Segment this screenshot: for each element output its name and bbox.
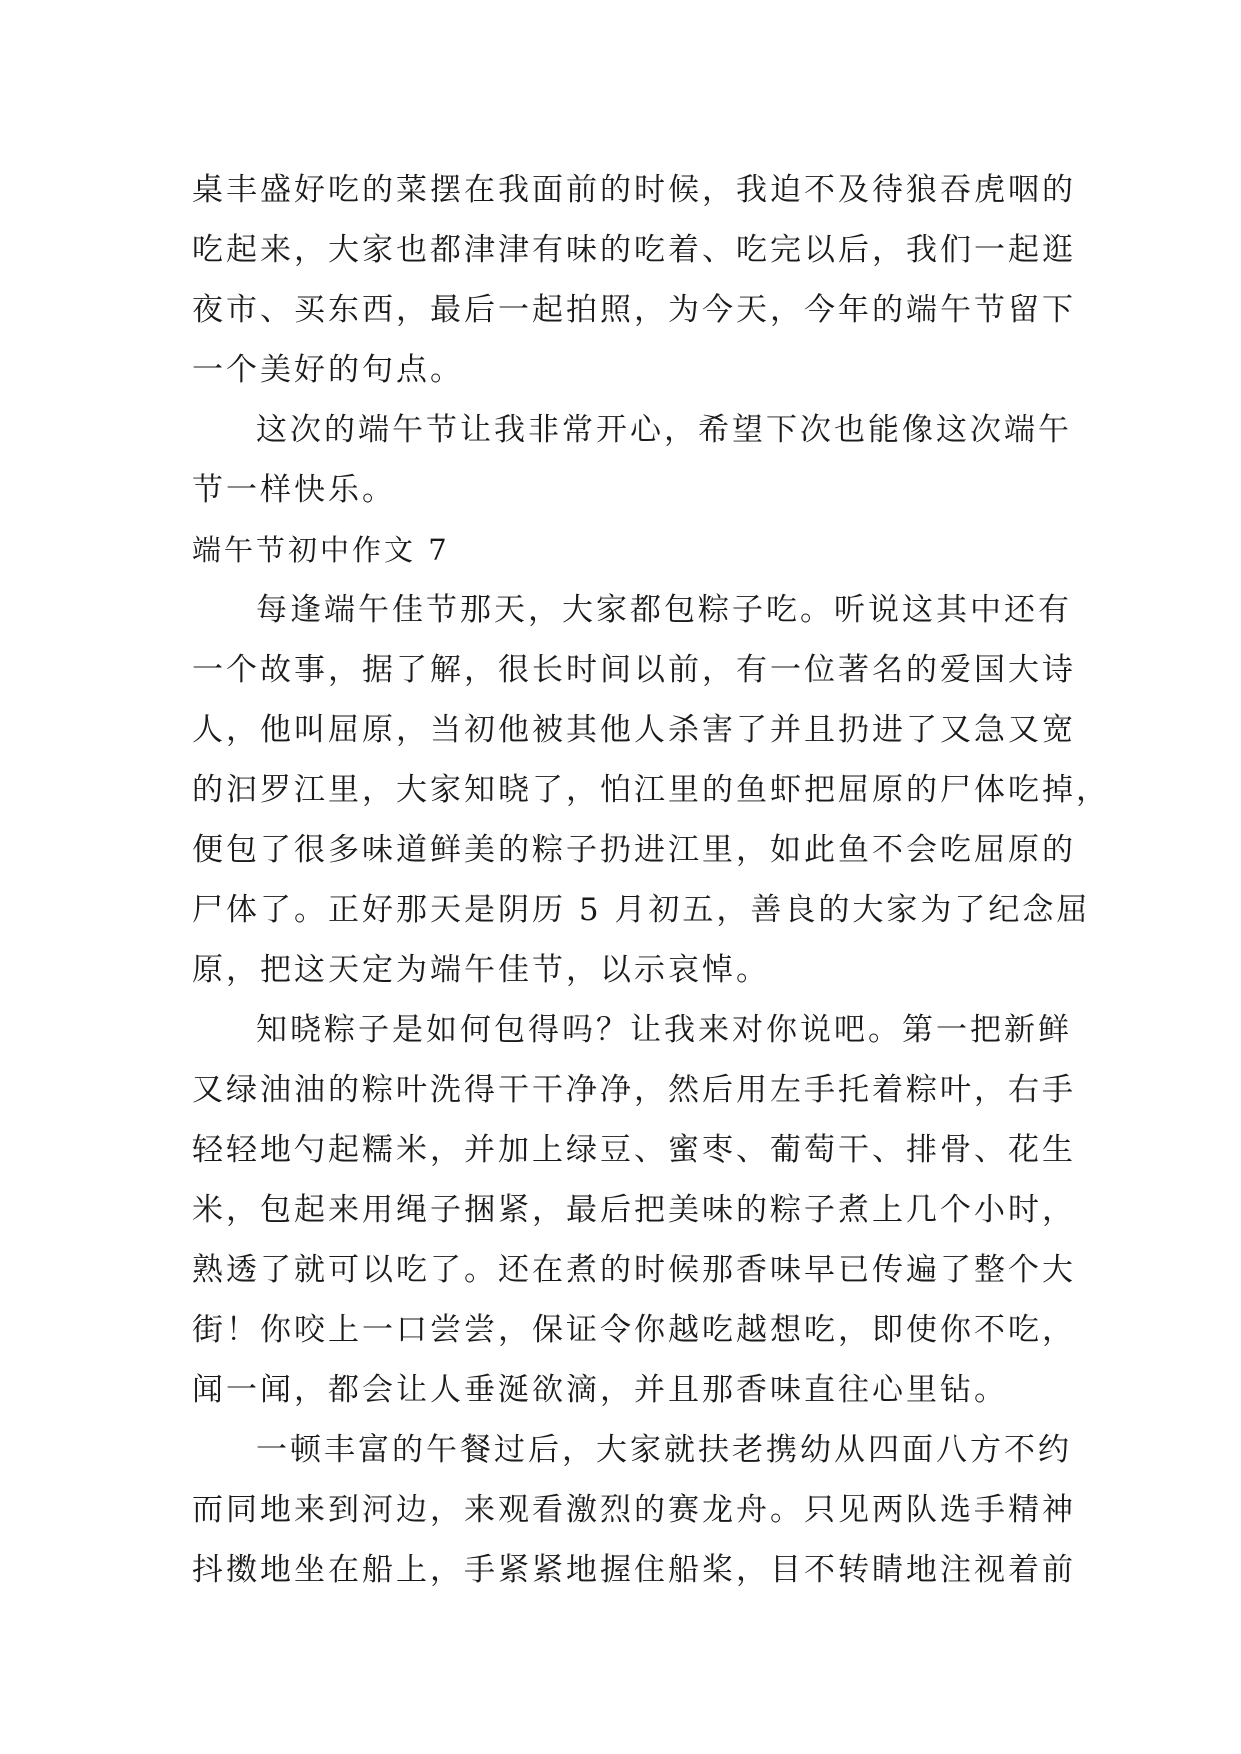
text-line: 又绿油油的粽叶洗得干干净净，然后用左手托着粽叶，右手 [192, 1072, 1076, 1108]
text-line: 原，把这天定为端午佳节，以示哀悼。 [192, 952, 770, 988]
text-line: 吃起来，大家也都津津有味的吃着、吃完以后，我们一起逛 [192, 232, 1076, 268]
text-line: 桌丰盛好吃的菜摆在我面前的时候，我迫不及待狼吞虎咽的 [192, 172, 1076, 208]
paragraph [192, 1000, 1076, 1420]
text-line: 知晓粽子是如何包得吗？让我来对你说吧。第一把新鲜 [256, 1012, 1072, 1048]
paragraph [192, 1420, 1076, 1600]
text-line: 街！你咬上一口尝尝，保证令你越吃越想吃，即使你不吃， [192, 1312, 1076, 1348]
text-line: 一顿丰富的午餐过后，大家就扶老携幼从四面八方不约 [256, 1432, 1072, 1468]
text-line: 的汩罗江里，大家知晓了，怕江里的鱼虾把屈原的尸体吃掉， [192, 772, 1110, 808]
text-line: 一个故事，据了解，很长时间以前，有一位著名的爱国大诗 [192, 652, 1076, 688]
text-line: 便包了很多味道鲜美的粽子扔进江里，如此鱼不会吃屈原的 [192, 832, 1076, 868]
text-line: 节一样快乐。 [192, 472, 396, 508]
text-line: 而同地来到河边，来观看激烈的赛龙舟。只见两队选手精神 [192, 1492, 1076, 1528]
paragraph [192, 400, 1072, 520]
text-line: 抖擞地坐在船上，手紧紧地握住船桨，目不转睛地注视着前 [192, 1552, 1076, 1588]
text-line: 一个美好的句点。 [192, 352, 464, 388]
text-line: 这次的端午节让我非常开心，希望下次也能像这次端午 [256, 412, 1072, 448]
text-line: 轻轻地勺起糯米，并加上绿豆、蜜枣、葡萄干、排骨、花生 [192, 1132, 1076, 1168]
document-body [192, 160, 1110, 1600]
text-line: 夜市、买东西，最后一起拍照，为今天，今年的端午节留下 [192, 292, 1076, 328]
section-heading: 端午节初中作文 7 [192, 533, 450, 567]
text-line: 闻一闻，都会让人垂涎欲滴，并且那香味直往心里钻。 [192, 1372, 1008, 1408]
paragraph [192, 580, 1110, 1000]
paragraph [192, 160, 1076, 400]
text-line: 米，包起来用绳子捆紧，最后把美味的粽子煮上几个小时， [192, 1192, 1076, 1228]
text-line: 人，他叫屈原，当初他被其他人杀害了并且扔进了又急又宽 [192, 712, 1076, 748]
text-line: 尸体了。正好那天是阴历 5 月初五，善良的大家为了纪念屈 [192, 892, 1091, 928]
text-line: 每逢端午佳节那天，大家都包粽子吃。听说这其中还有 [256, 592, 1072, 628]
text-line: 熟透了就可以吃了。还在煮的时候那香味早已传遍了整个大 [192, 1252, 1076, 1288]
